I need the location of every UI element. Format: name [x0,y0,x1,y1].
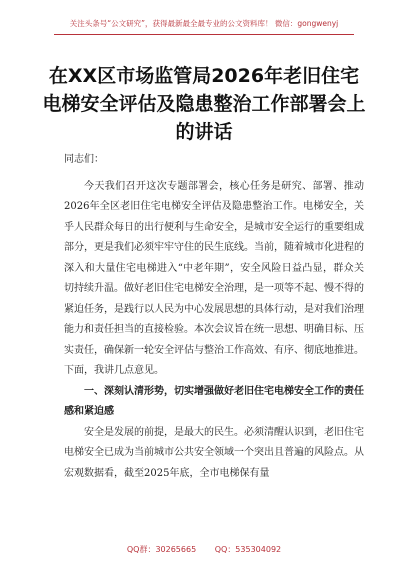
footer-qq-group: QQ群：30265665 [126,545,197,554]
section-heading-1: 一、深刻认清形势，切实增强做好老旧住宅电梯安全工作的责任感和紧迫感 [64,385,364,417]
document-body [64,150,364,484]
footer [0,544,408,555]
paragraph-intro: 今天我们召开这次专题部署会，核心任务是研究、部署、推动2026年全区老旧住宅电梯安全评估及隐患整治工作。电梯安全，关乎人民群众每日的出行便利与生命安全，是城市安全运行的重要组成部分，更是我们必须牢牢守住的民生底线。当前，随着城市化进程的深入和大量住宅电梯进入“中老年期”，安全风险日益凸显，群众关切持续升温。做好老旧住宅电梯安全治理，是一项等不起、慢不得的紧迫任务，是践行以人民为中心发展思想的具体行动，是对我们治理能力和责任担当的直接检验。本次会议旨在统一思想、明确目标、压实责任，确保新一轮安全评估与整治工作高效、有序、彻底地推进。下面，我讲几点意见。 [64,180,364,376]
paragraph-section-1: 安全是发展的前提，是最大的民生。必须清醒认识到，老旧住宅电梯安全已成为当前城市公共安全领域一个突出且普遍的风险点。从宏观数据看，截至2025年底，全市电梯保有量 [64,426,364,479]
header-note: 关注头条号“公文研究”，获得最新最全最专业的公文资料库！ 微信：gongwenyj [69,19,339,28]
salutation: 同志们： [64,154,104,165]
footer-qq: QQ：535304092 [214,545,282,554]
header-divider [54,34,354,35]
document-title: 在XX区市场监管局2026年老旧住宅电梯安全评估及隐患整治工作部署会上的讲话 [42,65,366,143]
